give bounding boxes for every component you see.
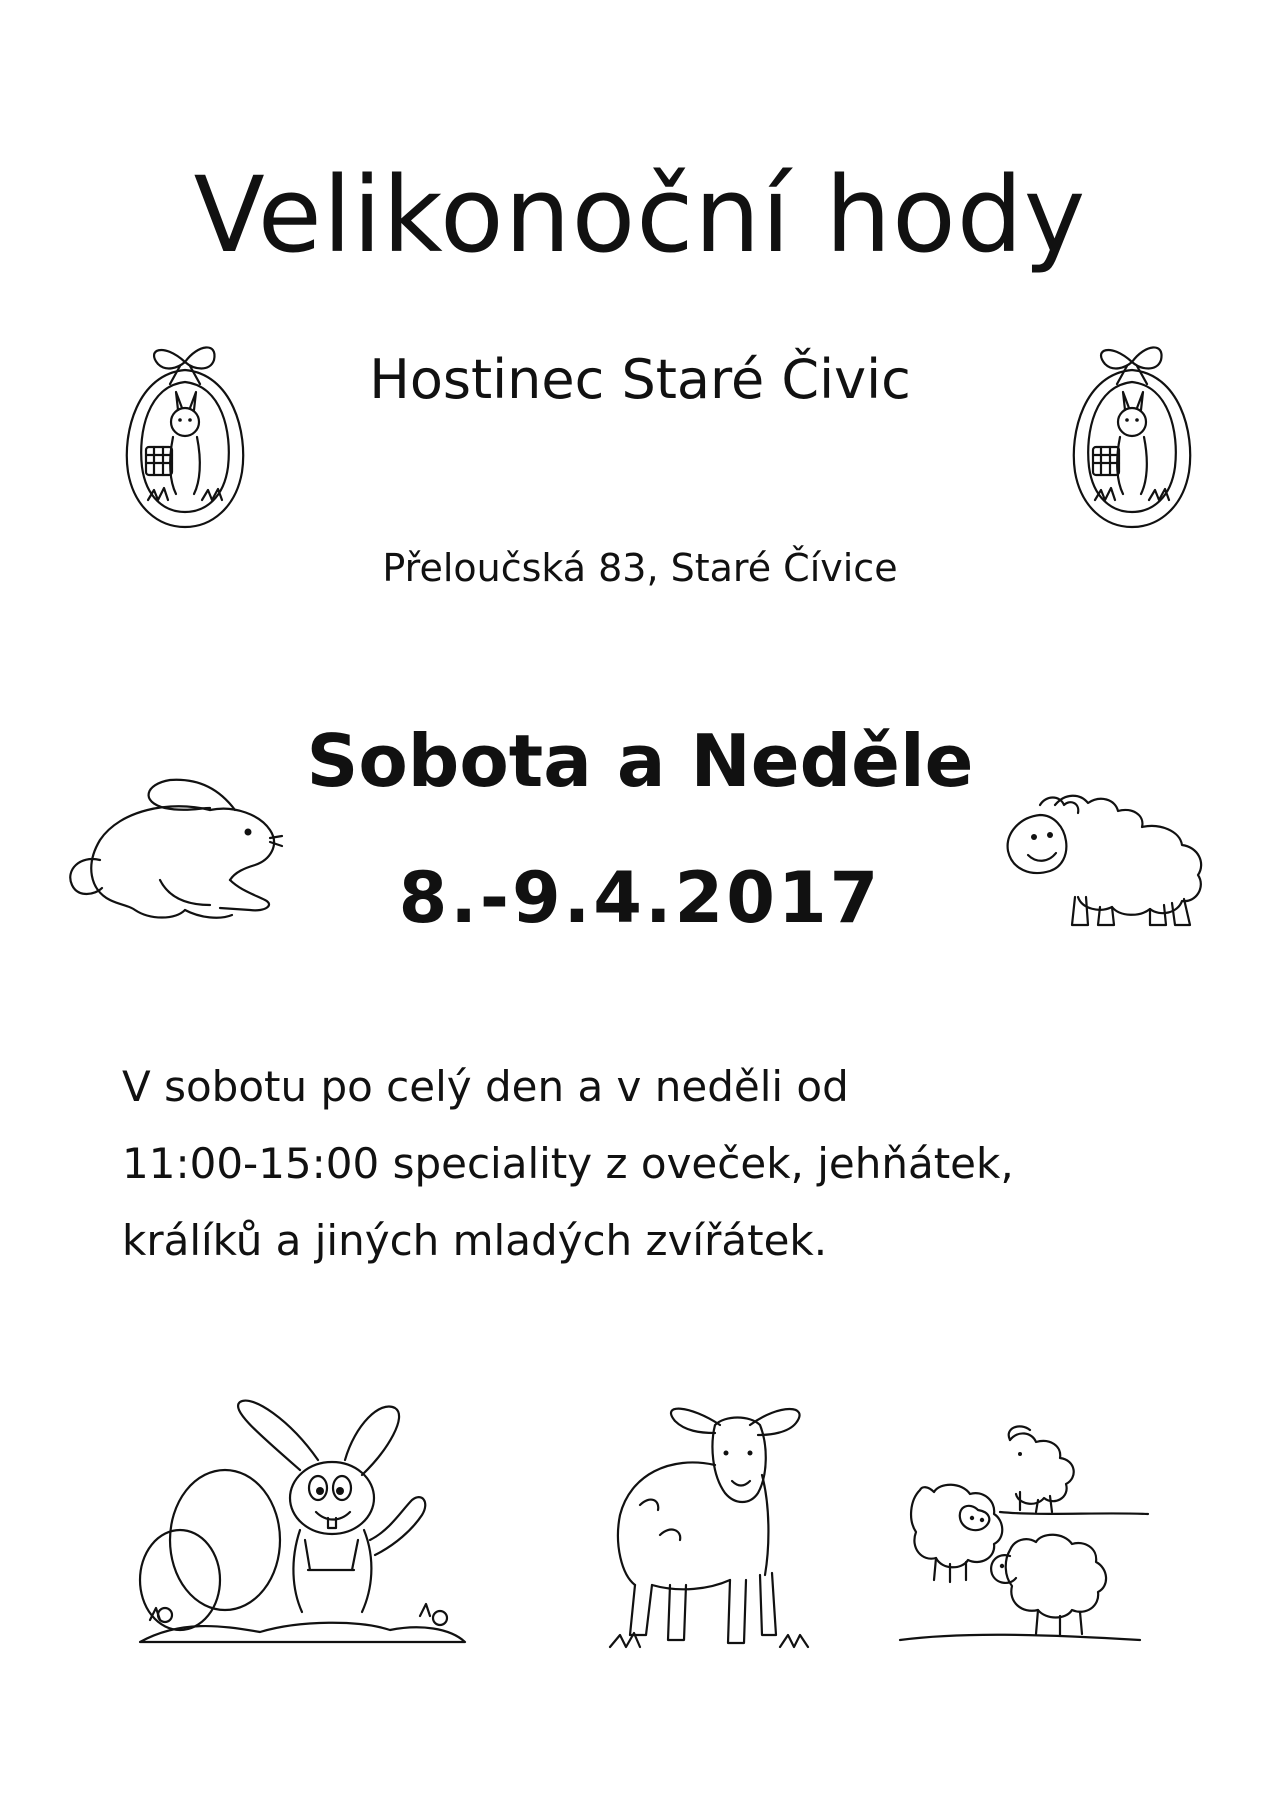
description-line: králíků a jiných mladých zvířátek. [122,1216,828,1265]
description-line: V sobotu po celý den a v neděli od [122,1062,849,1111]
venue-name: Hostinec Staré Čivic [369,348,911,411]
event-days: Sobota a Neděle [306,719,974,803]
description-line: 11:00-15:00 speciality z oveček, jehňátek, [122,1139,1014,1188]
event-date: 8.-9.4.2017 [398,857,882,939]
sheep-flock-icon [900,1420,1150,1650]
easter-egg-bunny-icon [118,322,253,532]
easter-egg-bunny-icon [1065,322,1200,532]
cartoon-bunny-with-eggs-icon [140,1380,470,1650]
event-description [122,1048,1182,1279]
rabbit-icon [60,760,285,930]
venue-address: Přeloučská 83, Staré Čívice [382,546,898,590]
poster-title: Velikonoční hody [193,154,1087,276]
lamb-icon [600,1385,840,1655]
sheep-icon [1000,785,1210,935]
